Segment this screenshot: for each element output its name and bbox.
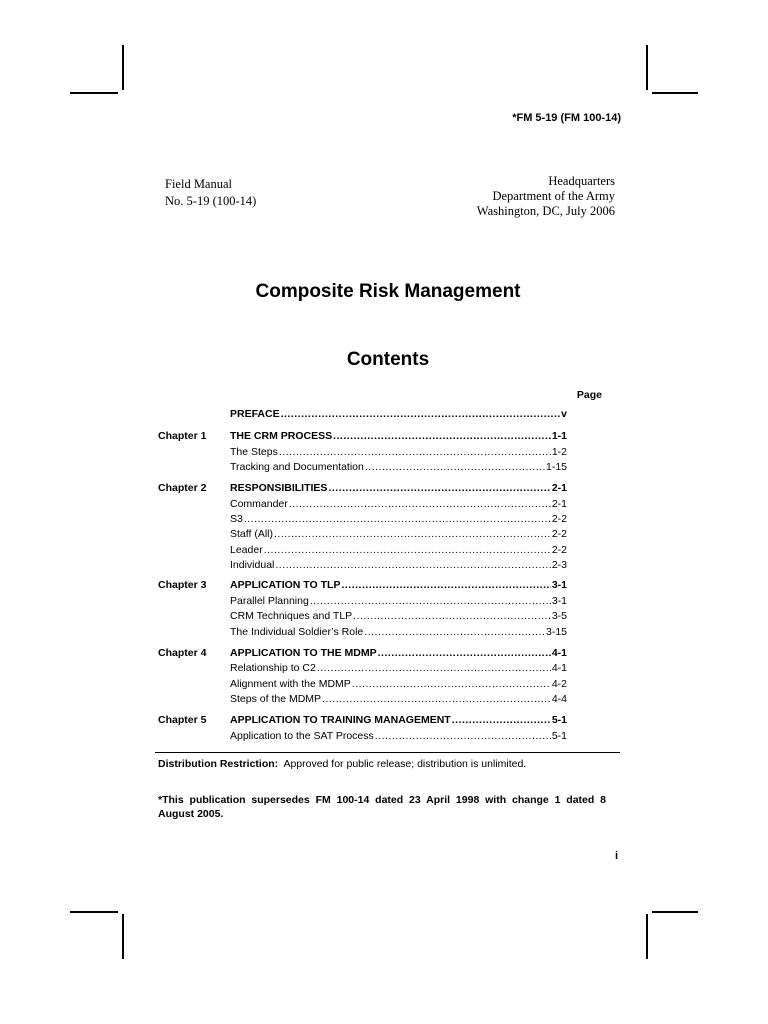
crop-mark-bottom-left-vertical <box>122 914 124 959</box>
crop-mark-bottom-left-horizontal <box>70 911 118 913</box>
chapter-title: APPLICATION TO THE MDMP <box>230 647 377 659</box>
toc-entry[interactable] <box>230 498 567 510</box>
chapter-label: Chapter 1 <box>158 430 207 442</box>
toc-entry-label: Parallel Planning <box>230 595 309 607</box>
distribution-text: Approved for public release; distribution is unlimited. <box>283 758 527 770</box>
document-code: *FM 5-19 (FM 100-14) <box>512 112 621 124</box>
crop-mark-top-left-horizontal <box>70 92 118 94</box>
crop-mark-top-right-horizontal <box>652 92 698 94</box>
dot-leader <box>341 579 550 591</box>
chapter-label: Chapter 4 <box>158 647 207 659</box>
toc-entry-page: 2-2 <box>551 528 567 540</box>
chapter-page: 2-1 <box>551 482 567 494</box>
dot-leader <box>375 730 551 742</box>
dot-leader <box>333 430 551 442</box>
dot-leader <box>352 678 551 690</box>
chapter-label: Chapter 3 <box>158 579 207 591</box>
toc-entry[interactable] <box>230 610 567 622</box>
toc-entry[interactable] <box>230 595 567 607</box>
toc-entry-page: 3-15 <box>545 626 567 638</box>
chapter-title: APPLICATION TO TRAINING MANAGEMENT <box>230 714 451 726</box>
toc-entry[interactable] <box>230 730 567 742</box>
toc-entry-label: Steps of the MDMP <box>230 693 322 705</box>
toc-entry-page: 3-1 <box>551 595 567 607</box>
toc-entry-label: Relationship to C2 <box>230 662 316 674</box>
chapter-label: Chapter 2 <box>158 482 207 494</box>
toc-entry-page: 2-2 <box>551 544 567 556</box>
toc-entry-label: The Individual Soldier’s Role <box>230 626 364 638</box>
crop-mark-bottom-right-vertical <box>646 914 648 959</box>
page-number: i <box>615 850 619 862</box>
contents-heading: Contents <box>346 349 430 370</box>
toc-entry-label: Leader <box>230 544 263 556</box>
chapter-title: THE CRM PROCESS <box>230 430 333 442</box>
toc-entry-label: S3 <box>230 513 243 525</box>
dot-leader <box>365 461 545 473</box>
toc-entry-label: Tracking and Documentation <box>230 461 364 473</box>
toc-entry-label: CRM Techniques and TLP <box>230 610 353 622</box>
toc-entry-page: 2-1 <box>551 498 567 510</box>
dot-leader <box>244 513 551 525</box>
chapter-label: Chapter 5 <box>158 714 207 726</box>
toc-entry-page: 2-3 <box>551 559 567 571</box>
dot-leader <box>279 446 551 458</box>
toc-chapter-title[interactable] <box>230 647 567 659</box>
distribution-restriction <box>158 758 526 770</box>
dot-leader <box>281 408 561 420</box>
toc-entry[interactable] <box>230 528 567 540</box>
toc-entry[interactable] <box>230 446 567 458</box>
dot-leader <box>452 714 551 726</box>
toc-entry-label: Commander <box>230 498 288 510</box>
document-title: Composite Risk Management <box>255 281 521 302</box>
dot-leader <box>378 647 551 659</box>
crop-mark-bottom-right-horizontal <box>652 911 698 913</box>
chapter-page: 4-1 <box>551 647 567 659</box>
toc-chapter-title[interactable] <box>230 579 567 591</box>
chapter-title: APPLICATION TO TLP <box>230 579 341 591</box>
dot-leader <box>310 595 551 607</box>
dot-leader <box>322 693 551 705</box>
department-label: Department of the Army <box>492 189 615 203</box>
toc-preface[interactable] <box>230 408 567 420</box>
chapter-page: 5-1 <box>551 714 567 726</box>
toc-entry-label: Application to the SAT Process <box>230 730 374 742</box>
supersedes-note: *This publication supersedes FM 100-14 dated 23 April 1998 with change 1 dated 8 August 2005. <box>158 794 606 820</box>
distribution-label: Distribution Restriction: <box>158 758 279 770</box>
toc-entry-page: 5-1 <box>551 730 567 742</box>
toc-entry-page: 4-2 <box>551 678 567 690</box>
chapter-page: 3-1 <box>551 579 567 591</box>
divider-line <box>155 752 620 753</box>
toc-entry-page: 4-4 <box>551 693 567 705</box>
dot-leader <box>264 544 551 556</box>
dot-leader <box>274 528 551 540</box>
headquarters-label: Headquarters <box>548 174 615 188</box>
field-manual-label: Field Manual <box>165 177 233 191</box>
toc-preface-page: v <box>561 408 567 420</box>
toc-chapter-title[interactable] <box>230 482 567 494</box>
dot-leader <box>353 610 551 622</box>
field-manual-number: No. 5-19 (100-14) <box>165 194 257 208</box>
toc-entry-page: 1-2 <box>551 446 567 458</box>
dot-leader <box>328 482 550 494</box>
toc-entry-label: Individual <box>230 559 275 571</box>
toc-chapter-title[interactable] <box>230 430 567 442</box>
toc-entry[interactable] <box>230 626 567 638</box>
dot-leader <box>289 498 551 510</box>
toc-entry[interactable] <box>230 662 567 674</box>
crop-mark-top-left-vertical <box>122 45 124 90</box>
toc-entry-label: Staff (All) <box>230 528 273 540</box>
toc-preface-label: PREFACE <box>230 408 280 420</box>
toc-entry-page: 3-5 <box>551 610 567 622</box>
dot-leader <box>364 626 545 638</box>
toc-entry-page: 1-15 <box>545 461 567 473</box>
dot-leader <box>275 559 550 571</box>
toc-entry[interactable] <box>230 559 567 571</box>
dot-leader <box>317 662 551 674</box>
toc-chapter-title[interactable] <box>230 714 567 726</box>
toc-entry[interactable] <box>230 678 567 690</box>
toc-entry-label: Alignment with the MDMP <box>230 678 351 690</box>
toc-entry[interactable] <box>230 513 567 525</box>
toc-entry-page: 2-2 <box>551 513 567 525</box>
toc-entry-page: 4-1 <box>551 662 567 674</box>
toc-entry[interactable] <box>230 544 567 556</box>
toc-entry-label: The Steps <box>230 446 278 458</box>
page-column-label: Page <box>576 389 602 401</box>
chapter-title: RESPONSIBILITIES <box>230 482 328 494</box>
location-date: Washington, DC, July 2006 <box>476 204 615 218</box>
chapter-page: 1-1 <box>551 430 567 442</box>
toc-entry[interactable] <box>230 461 567 473</box>
toc-entry[interactable] <box>230 693 567 705</box>
crop-mark-top-right-vertical <box>646 45 648 90</box>
